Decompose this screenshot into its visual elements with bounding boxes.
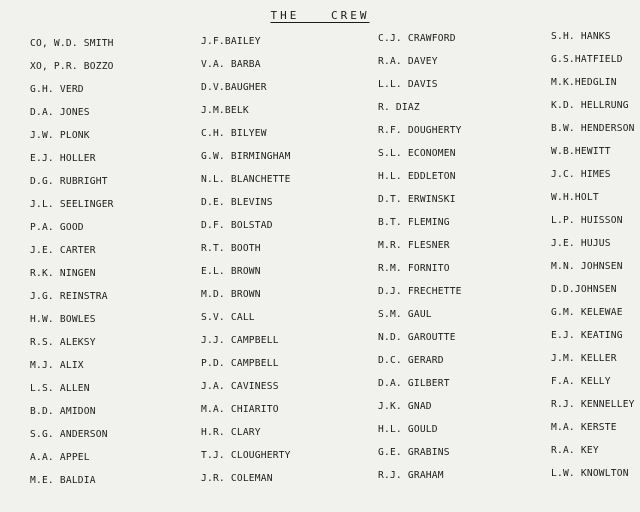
crew-member-name: W.H.HOLT (551, 192, 599, 203)
crew-member-name: P.D. CAMPBELL (201, 358, 279, 369)
crew-member-name: J.E. HUJUS (551, 238, 611, 249)
crew-member-name: R.A. KEY (551, 445, 599, 456)
crew-member-name: H.L. EDDLETON (378, 171, 456, 182)
crew-member-name: J.R. COLEMAN (201, 473, 273, 484)
crew-member-name: J.A. CAVINESS (201, 381, 279, 392)
crew-member-name: M.A. CHIARITO (201, 404, 279, 415)
crew-member-name: G.W. BIRMINGHAM (201, 151, 291, 162)
crew-member-name: J.G. REINSTRA (30, 291, 108, 302)
crew-member-name: B.D. AMIDON (30, 406, 96, 417)
crew-member-name: M.D. BROWN (201, 289, 261, 300)
crew-member-name: J.M. KELLER (551, 353, 617, 364)
crew-member-name: N.D. GAROUTTE (378, 332, 456, 343)
crew-member-name: H.W. BOWLES (30, 314, 96, 325)
crew-member-name: D.D.JOHNSEN (551, 284, 617, 295)
crew-member-name: M.K.HEDGLIN (551, 77, 617, 88)
crew-member-name: M.J. ALIX (30, 360, 84, 371)
crew-member-name: D.A. GILBERT (378, 378, 450, 389)
crew-member-name: M.R. FLESNER (378, 240, 450, 251)
crew-member-name: XO, P.R. BOZZO (30, 61, 114, 72)
crew-member-name: A.A. APPEL (30, 452, 90, 463)
crew-member-name: L.L. DAVIS (378, 79, 438, 90)
crew-member-name: C.H. BILYEW (201, 128, 267, 139)
crew-member-name: J.F.BAILEY (201, 36, 261, 47)
crew-member-name: D.E. BLEVINS (201, 197, 273, 208)
crew-member-name: D.T. ERWINSKI (378, 194, 456, 205)
crew-member-name: B.W. HENDERSON (551, 123, 635, 134)
crew-member-name: E.J. KEATING (551, 330, 623, 341)
crew-member-name: M.N. JOHNSEN (551, 261, 623, 272)
crew-member-name: R.F. DOUGHERTY (378, 125, 462, 136)
crew-member-name: M.A. KERSTE (551, 422, 617, 433)
crew-member-name: R.M. FORNITO (378, 263, 450, 274)
crew-member-name: G.S.HATFIELD (551, 54, 623, 65)
crew-member-name: W.B.HEWITT (551, 146, 611, 157)
crew-member-name: R.J. GRAHAM (378, 470, 444, 481)
crew-member-name: J.W. PLONK (30, 130, 90, 141)
crew-member-name: R.K. NINGEN (30, 268, 96, 279)
crew-member-name: L.P. HUISSON (551, 215, 623, 226)
crew-member-name: V.A. BARBA (201, 59, 261, 70)
crew-member-name: S.M. GAUL (378, 309, 432, 320)
page-title: THE CREW (270, 9, 370, 22)
crew-member-name: F.A. KELLY (551, 376, 611, 387)
crew-member-name: D.G. RUBRIGHT (30, 176, 108, 187)
crew-member-name: G.E. GRABINS (378, 447, 450, 458)
crew-member-name: R.S. ALEKSY (30, 337, 96, 348)
crew-member-name: T.J. CLOUGHERTY (201, 450, 291, 461)
crew-member-name: D.J. FRECHETTE (378, 286, 462, 297)
crew-member-name: L.W. KNOWLTON (551, 468, 629, 479)
crew-member-name: M.E. BALDIA (30, 475, 96, 486)
crew-member-name: J.L. SEELINGER (30, 199, 114, 210)
crew-member-name: P.A. GOOD (30, 222, 84, 233)
crew-member-name: D.C. GERARD (378, 355, 444, 366)
crew-member-name: H.L. GOULD (378, 424, 438, 435)
crew-member-name: S.G. ANDERSON (30, 429, 108, 440)
crew-member-name: G.H. VERD (30, 84, 84, 95)
crew-member-name: R. DIAZ (378, 102, 420, 113)
crew-member-name: E.L. BROWN (201, 266, 261, 277)
crew-member-name: J.C. HIMES (551, 169, 611, 180)
crew-member-name: S.V. CALL (201, 312, 255, 323)
crew-member-name: D.A. JONES (30, 107, 90, 118)
crew-member-name: CO, W.D. SMITH (30, 38, 114, 49)
crew-member-name: R.A. DAVEY (378, 56, 438, 67)
crew-member-name: L.S. ALLEN (30, 383, 90, 394)
crew-member-name: N.L. BLANCHETTE (201, 174, 291, 185)
crew-member-name: R.J. KENNELLEY (551, 399, 635, 410)
crew-member-name: D.V.BAUGHER (201, 82, 267, 93)
crew-member-name: J.E. CARTER (30, 245, 96, 256)
crew-member-name: G.M. KELEWAE (551, 307, 623, 318)
crew-member-name: B.T. FLEMING (378, 217, 450, 228)
crew-member-name: J.K. GNAD (378, 401, 432, 412)
crew-member-name: K.D. HELLRUNG (551, 100, 629, 111)
crew-member-name: H.R. CLARY (201, 427, 261, 438)
crew-member-name: S.L. ECONOMEN (378, 148, 456, 159)
crew-column-4 (551, 30, 635, 490)
crew-column-3 (378, 32, 462, 492)
crew-member-name: J.M.BELK (201, 105, 249, 116)
crew-member-name: D.F. BOLSTAD (201, 220, 273, 231)
crew-member-name: E.J. HOLLER (30, 153, 96, 164)
crew-column-2 (201, 35, 291, 495)
crew-member-name: R.T. BOOTH (201, 243, 261, 254)
crew-member-name: S.H. HANKS (551, 31, 611, 42)
crew-column-1 (30, 37, 114, 497)
crew-member-name: C.J. CRAWFORD (378, 33, 456, 44)
crew-member-name: J.J. CAMPBELL (201, 335, 279, 346)
